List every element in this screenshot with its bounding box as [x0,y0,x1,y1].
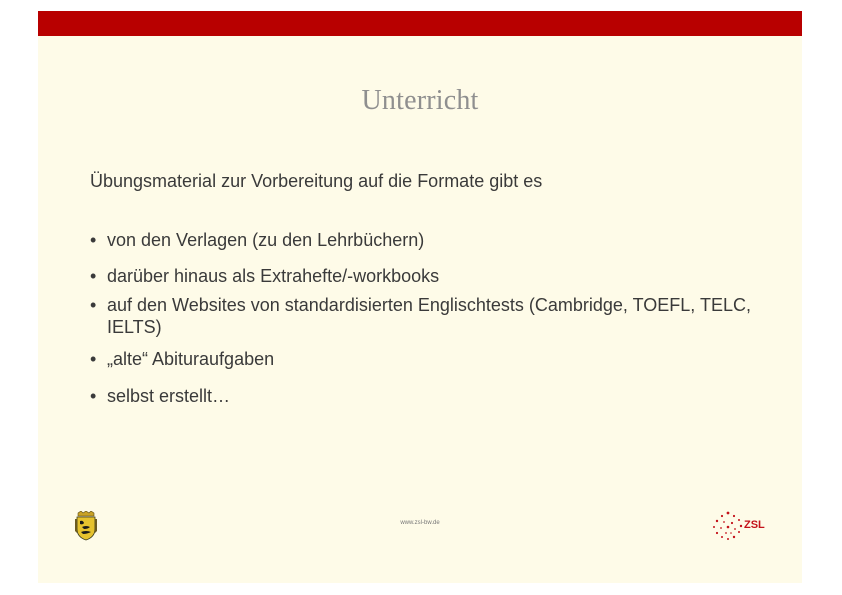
bullet-item [90,229,780,251]
bullet-dot: • [90,386,97,406]
bullet-text: selbst erstellt… [107,386,231,406]
intro-text: Übungsmaterial zur Vorbereitung auf die Formate gibt es [90,171,543,191]
bullet-item [90,385,780,407]
bullet-dot: • [90,230,97,250]
bullet-item [90,348,780,370]
footer-url: www.zsl-bw.de [400,520,440,526]
slide [38,11,802,583]
slide-title: Unterricht [361,85,479,116]
zsl-logo-text: ZSL [744,519,765,531]
bullet-text: „alte“ Abituraufgaben [107,349,275,369]
bullet-list [90,229,780,407]
bullet-text: von den Verlagen (zu den Lehrbüchern) [107,230,425,250]
bullet-item [90,265,780,287]
bullet-dot: • [90,295,97,315]
top-bar [38,11,802,36]
bullet-text: darüber hinaus als Extrahefte/-workbooks [107,266,440,286]
bullet-text: auf den Websites von standardisierten Englischtests (Cambridge, TOEFL, TELC, IELTS) [107,295,751,337]
bullet-dot: • [90,266,97,286]
bullet-dot: • [90,349,97,369]
bullet-item [90,294,780,338]
coat-of-arms-icon [75,511,97,541]
